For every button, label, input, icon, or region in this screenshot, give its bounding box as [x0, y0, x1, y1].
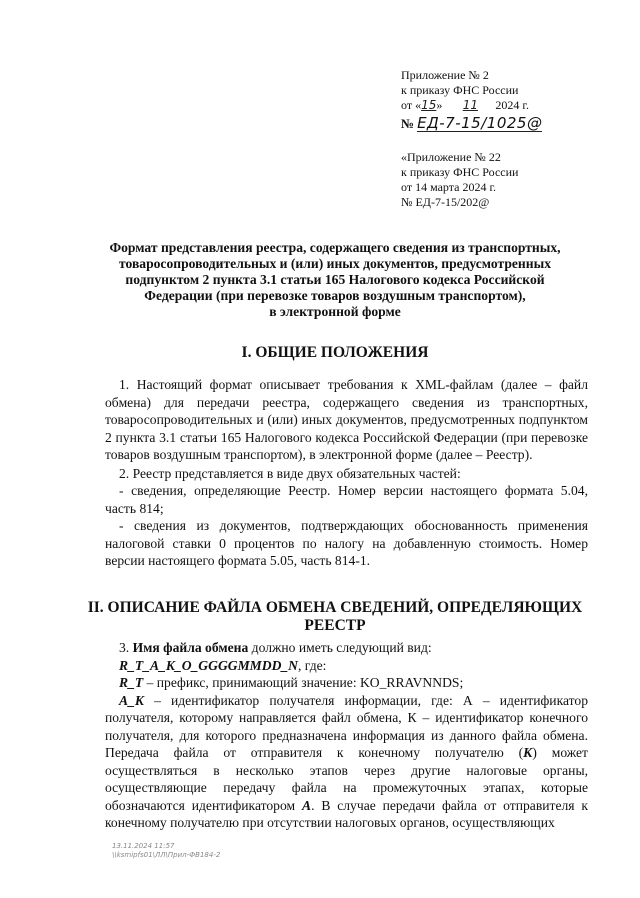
prev-annex-label: «Приложение № 22 — [401, 150, 501, 164]
footer-print-stamp — [112, 842, 220, 860]
annex-order-ref: к приказу ФНС России — [401, 83, 519, 97]
prefix-text: – префикс, принимающий значение: KO_RRAVNNDS; — [143, 675, 464, 690]
paragraph-2-item-2: - сведения из документов, подтверждающих обоснованность применения налоговой ставки 0 процентов по налогу на добавленную стоимость. Номер версии настоящего формата 5.05, часть 814-1. — [105, 518, 588, 568]
paragraph-3 — [105, 639, 588, 657]
section-2-heading-line: II. ОПИСАНИЕ ФАЙЛА ОБМЕНА СВЕДЕНИЙ, ОПРЕДЕЛЯЮЩИХ — [87, 599, 583, 616]
title-line: подпунктом 2 пункта 3.1 статьи 165 Налогового кодекса Российской — [125, 272, 545, 287]
date-mid: » — [436, 98, 443, 112]
prev-annex-order-ref: к приказу ФНС России — [401, 165, 519, 179]
annex-number-line — [401, 115, 542, 132]
annex-current-block — [401, 68, 542, 132]
handwritten-order-number: ЕД-7-15/1025@ — [417, 114, 543, 132]
document-title — [70, 240, 600, 320]
paragraph-2-item-1: - сведения, определяющие Реестр. Номер версии настоящего формата 5.04, часть 814; — [105, 483, 588, 516]
recipient-text-3: . В случае передачи файла от отправителя к конечному получателю при отсутствии налоговых органов, осуществляющих — [105, 797, 588, 830]
annex-date-line — [401, 98, 542, 113]
title-line: Формат представления реестра, содержащего сведения из транспортных, — [109, 240, 561, 255]
recipient-text-2: ) может осуществляться в несколько этапов через другие налоговые органы, осуществляющие передачу файла на промежуточных этапах, которые обозначаются идентификатором — [105, 745, 588, 813]
number-prefix: № — [401, 116, 415, 131]
recipient-definition — [105, 692, 588, 832]
date-prefix: от « — [401, 98, 422, 112]
prev-annex-number: № ЕД-7-15/202@ — [401, 195, 490, 209]
section-2-heading — [70, 599, 600, 635]
pattern-tail: , где: — [298, 657, 327, 673]
title-line: Федерации (при перевозке товаров воздушным транспортом), — [144, 288, 526, 303]
footer-timestamp: 13.11.2024 11:57 — [112, 842, 175, 850]
intermediate-recipient-symbol: А — [301, 797, 312, 813]
prefix-term: R_T — [119, 675, 144, 690]
file-name-pattern: R_T_A_K_O_GGGGMMDD_N — [119, 657, 298, 673]
handwritten-month: 11 — [462, 98, 479, 112]
title-line: в электронной форме — [269, 304, 401, 319]
paragraph-1: 1. Настоящий формат описывает требования к XML-файлам (далее – файл обмена) для передачи реестра, содержащего сведения из транспортных, товаросопроводительных и (или) иных документов, предусмотренных подпунктом 2 пункта 3.1 статьи 165 Налогового кодекса Российской Федерации (при перевозке товаров воздушным транспортом), в электронной форме (далее – Реестр). — [105, 377, 588, 462]
prefix-definition — [105, 674, 588, 692]
recipient-term: A_K — [119, 692, 144, 708]
prev-annex-date: от 14 марта 2024 г. — [401, 180, 497, 194]
final-recipient-symbol: К — [523, 745, 533, 760]
paragraph-2: 2. Реестр представляется в виде двух обязательных частей: — [119, 465, 461, 481]
paragraph-3-number: 3. — [119, 640, 133, 655]
paragraph-3-rest: должно иметь следующий вид: — [248, 640, 432, 655]
annex-label: Приложение № 2 — [401, 68, 489, 82]
title-line: товаросопроводительных и (или) иных документов, предусмотренных — [118, 256, 551, 271]
section-2-heading-line: РЕЕСТР — [304, 617, 366, 634]
section-2-body — [105, 639, 588, 832]
section-1-heading: I. ОБЩИЕ ПОЛОЖЕНИЯ — [241, 344, 429, 361]
handwritten-day: 15 — [421, 98, 437, 112]
section-1-body — [105, 376, 588, 570]
recipient-text-1: – идентификатор получателя информации, где: А – идентификатор получателя, которому направляется файл обмена, К – идентификатор конечного получателя, для которого предназначена информация из данного файла обмена. Передача файла от отправителя к конечному получателю ( — [105, 692, 588, 760]
date-year: 2024 г. — [495, 98, 529, 112]
file-name-term: Имя файла обмена — [132, 640, 249, 655]
annex-previous-block — [401, 150, 518, 210]
footer-file-path: \\ksmipfs01\ЛЛ\Прил-ФВ184-2 — [112, 851, 221, 859]
file-name-pattern-line — [105, 657, 588, 675]
